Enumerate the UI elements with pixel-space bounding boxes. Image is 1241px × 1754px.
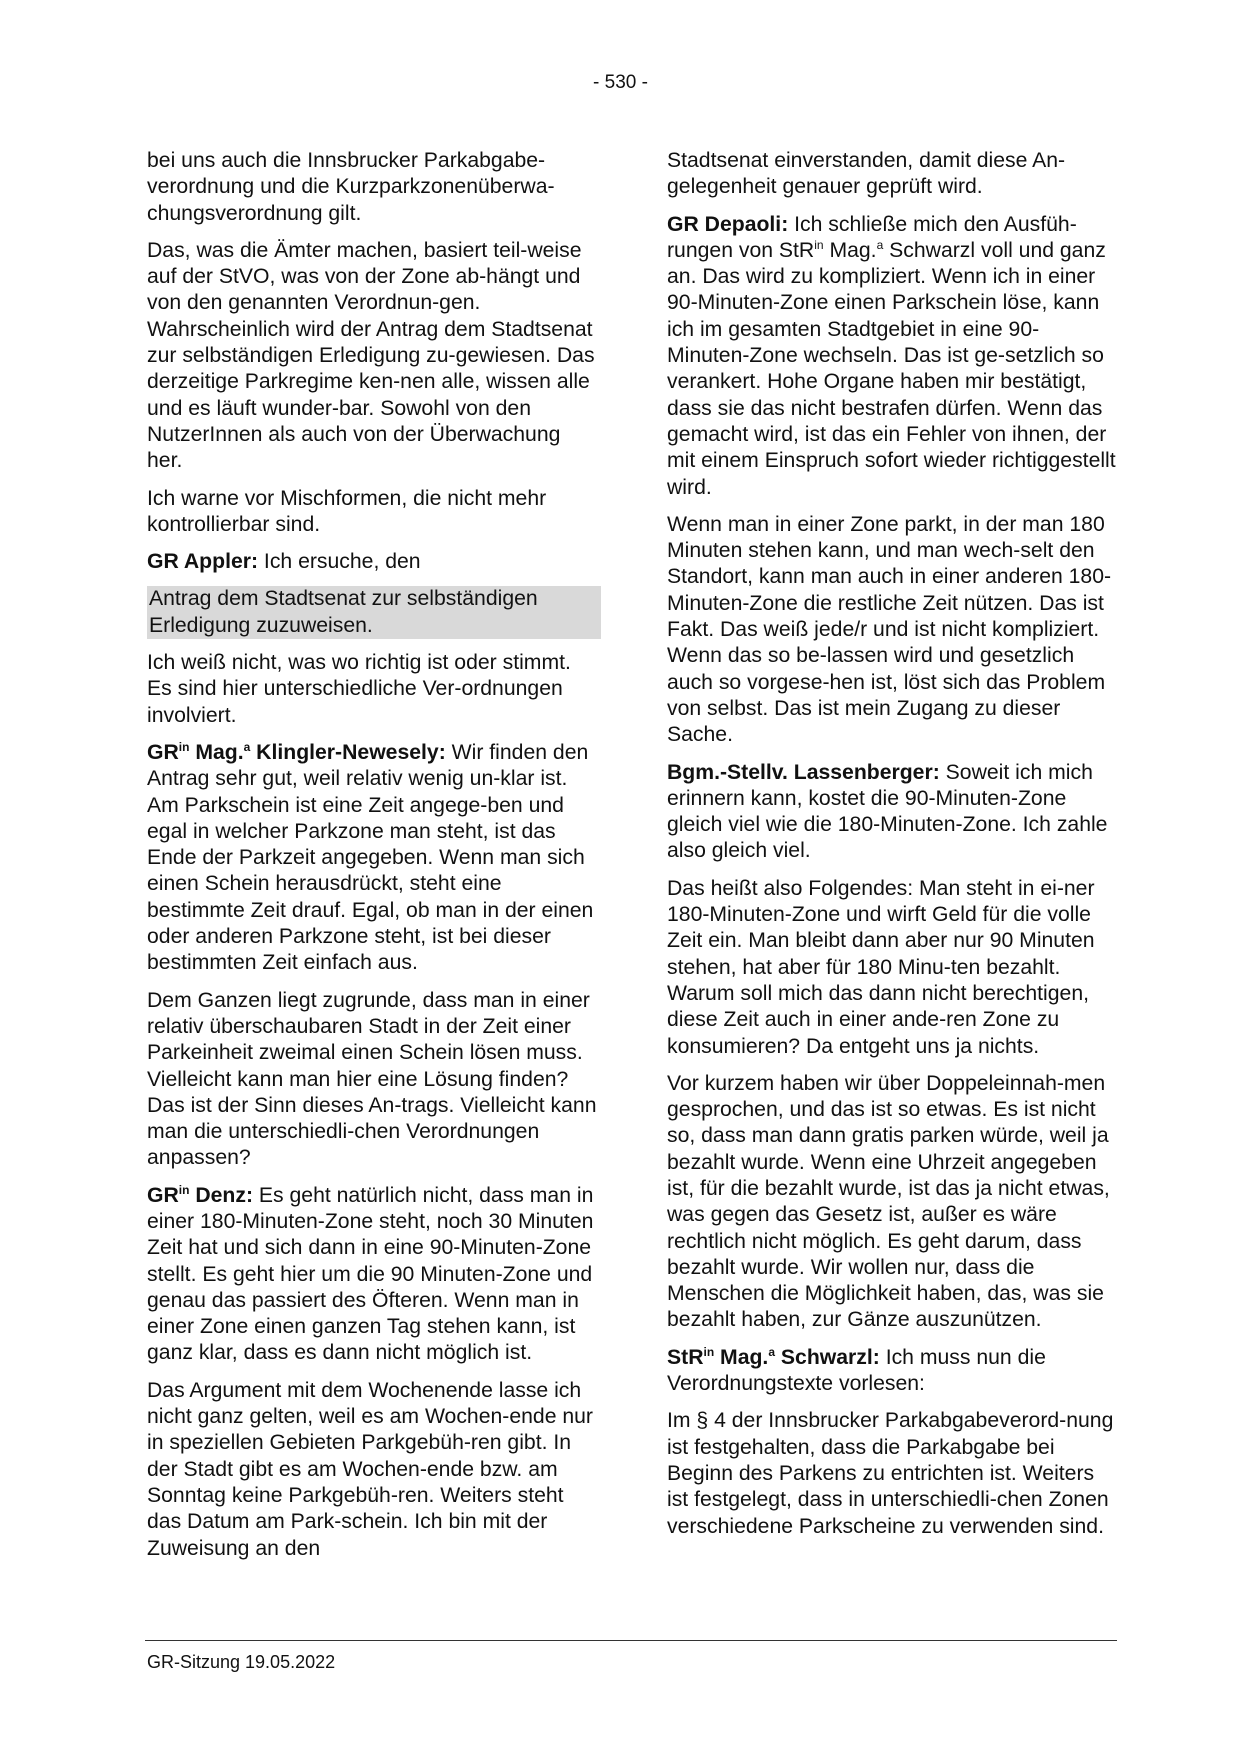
footer-text: GR-Sitzung 19.05.2022 bbox=[147, 1652, 336, 1672]
paragraph: bei uns auch die Innsbrucker Parkabgabe-verordnung und die Kurzparkzonenüberwa-chungsverordnung gilt. bbox=[147, 149, 555, 225]
speaker-paragraph bbox=[147, 549, 601, 575]
speaker-name bbox=[667, 1346, 880, 1369]
speaker-title: GR bbox=[147, 740, 179, 764]
speaker-paragraph bbox=[667, 212, 1121, 501]
speaker-title: GR bbox=[147, 1183, 179, 1207]
speech-text: Ich schließe mich den Ausfüh-rungen von StR bbox=[667, 212, 1077, 262]
speaker-degree: Mag. bbox=[714, 1345, 769, 1369]
paragraph: Dem Ganzen liegt zugrunde, dass man in einer relativ überschaubaren Stadt in der Zeit einer Parkeinheit zweimal einen Schein lösen muss. Vielleicht kann man hier eine Lösung finden? Das ist der Sinn dieses An-trags. Vielleicht kann man die unterschiedli-chen Verordnungen anpassen? bbox=[147, 988, 597, 1170]
right-column bbox=[667, 148, 1121, 1551]
paragraph: Wenn man in einer Zone parkt, in der man 180 Minuten stehen kann, und man wech-selt den Standort, kann man auch in einer anderen 180-Minuten-Zone die restliche Zeit nützen. Das ist Fakt. Das weiß jede/r und ist nicht kompliziert. Wenn das so be-lassen wird und gesetzlich auch so vorgese-hen ist, löst sich das Problem von selbst. Das ist mein Zugang zu dieser Sache. bbox=[667, 512, 1112, 747]
superscript: in bbox=[178, 1182, 190, 1197]
speaker-name: GR Depaoli: bbox=[667, 212, 789, 236]
paragraph: Stadtsenat einverstanden, damit diese An-gelegenheit genauer geprüft wird. bbox=[667, 149, 1066, 199]
speech-text: Soweit ich mich erinnern kann, kostet die 90-Minuten-Zone gleich viel wie die 180-Minuten-Zone. Ich zahle also gleich viel. bbox=[667, 760, 1108, 863]
superscript: a bbox=[243, 739, 251, 754]
speech-text: Ich muss nun die Verordnungstexte vorlesen: bbox=[667, 1345, 1046, 1396]
paragraph: Ich weiß nicht, was wo richtig ist oder stimmt. Es sind hier unterschiedliche Ver-ordnungen involviert. bbox=[147, 651, 571, 727]
left-column bbox=[147, 148, 601, 1573]
speaker-name: Bgm.-Stellv. Lassenberger: bbox=[667, 760, 940, 784]
speech-text: Mag. bbox=[823, 238, 877, 262]
speaker-paragraph bbox=[147, 740, 601, 977]
paragraph: Vor kurzem haben wir über Doppeleinnah-men gesprochen, und das ist so etwas. Es ist nicht so, dass man dann gratis parken würde, weil ja bezahlt wurde. Wenn eine Uhrzeit angegeben ist, für die bezahlt wurde, ist das ja nicht etwas, was gegen das Gesetz ist, außer es wäre rechtlich nicht möglich. Es geht darum, dass bezahlt wurde. Wir wollen nur, dass die Menschen die Möglichkeit haben, das, was sie bezahlt haben, zur Gänze auszunützen. bbox=[667, 1071, 1110, 1332]
speech-text: Schwarzl voll und ganz an. Das wird zu kompliziert. Wenn ich in einer 90-Minuten-Zone einen Parkschein löse, kann ich im gesamten Stadtgebiet in eine 90-Minuten-Zone wechseln. Das ist ge-setzlich so verankert. Hohe Organe haben mir bestätigt, dass sie das nicht bestrafen dürfen. Wenn das gemacht wird, ist das ein Fehler von ihnen, der mit einem Einspruch sofort wieder richtiggestellt wird. bbox=[667, 238, 1116, 499]
paragraph: Das, was die Ämter machen, basiert teil-weise auf der StVO, was von der Zone ab-hängt und von den genannten Verordnun-gen. Wahrscheinlich wird der Antrag dem Stadtsenat zur selbständigen Erledigung zu-gewiesen. Das derzeitige Parkregime ken-nen alle, wissen alle und es läuft wunder-bar. Sowohl von den NutzerInnen als auch von der Überwachung her. bbox=[147, 238, 595, 473]
speaker-surname: Klingler-Newesely: bbox=[250, 740, 446, 764]
superscript: in bbox=[814, 237, 824, 252]
speaker-paragraph bbox=[667, 760, 1121, 865]
page-number: - 530 - bbox=[593, 72, 648, 93]
speaker-title: StR bbox=[667, 1345, 704, 1369]
paragraph: Das Argument mit dem Wochenende lasse ich nicht ganz gelten, weil es am Wochen-ende nur in speziellen Gebieten Parkgebüh-ren gibt. In der Stadt gibt es am Wochen-ende bzw. am Sonntag keine Parkgebüh-ren. Weiters steht das Datum am Park-schein. Ich bin mit der Zuweisung an den bbox=[147, 1378, 593, 1560]
speaker-name bbox=[147, 741, 446, 764]
superscript: a bbox=[876, 237, 884, 252]
speaker-paragraph bbox=[147, 1183, 601, 1367]
superscript: in bbox=[703, 1344, 715, 1359]
superscript: a bbox=[768, 1344, 776, 1359]
speech-text: Es geht natürlich nicht, dass man in einer 180-Minuten-Zone steht, noch 30 Minuten Zeit hat und sich dann in eine 90-Minuten-Zone stellt. Es geht hier um die 90 Minuten-Zone und genau das passiert des Öfteren. Wenn man in einer Zone einen ganzen Tag stehen kann, ist ganz klar, dass es dann nicht möglich ist. bbox=[147, 1183, 594, 1365]
speech-text: Ich ersuche, den bbox=[258, 550, 421, 574]
speech-text: Wir finden den Antrag sehr gut, weil relativ wenig un-klar ist. Am Parkschein ist eine Zeit angege-ben und egal in welcher Parkzone man steht, ist das Ende der Parkzeit angegeben. Wenn man sich einen Schein herausdrückt, steht eine bestimmte Zeit drauf. Egal, ob man in der einen oder anderen Parkzone steht, ist bei dieser bestimmten Zeit einfach aus. bbox=[147, 740, 594, 975]
speaker-name bbox=[147, 1184, 253, 1207]
speaker-surname: Denz: bbox=[189, 1183, 254, 1207]
superscript: in bbox=[178, 739, 190, 754]
speaker-paragraph bbox=[667, 1345, 1121, 1398]
speaker-degree: Mag. bbox=[189, 740, 244, 764]
paragraph: Im § 4 der Innsbrucker Parkabgabeverord-nung ist festgehalten, dass die Parkabgabe bei Beginn des Parkens zu entrichten ist. Weiters ist festgelegt, dass in unterschiedli-chen Zonen verschiedene Parkscheine zu verwenden sind. bbox=[667, 1409, 1114, 1538]
paragraph: Ich warne vor Mischformen, die nicht mehr kontrollierbar sind. bbox=[147, 486, 547, 536]
speaker-name: GR Appler: bbox=[147, 550, 259, 574]
speaker-surname: Schwarzl: bbox=[775, 1345, 880, 1369]
footer-divider bbox=[145, 1640, 1117, 1641]
paragraph: Das heißt also Folgendes: Man steht in ei-ner 180-Minuten-Zone und wirft Geld für die volle Zeit ein. Man bleibt dann aber nur 90 Minuten stehen, hat aber für 180 Minu-ten bezahlt. Warum soll mich das dann nicht berechtigen, diese Zeit auch in einer ande-ren Zone zu konsumieren? Da entgeht uns ja nichts. bbox=[667, 876, 1095, 1058]
motion-highlight: Antrag dem Stadtsenat zur selbständigen Erledigung zuzuweisen. bbox=[147, 586, 601, 639]
